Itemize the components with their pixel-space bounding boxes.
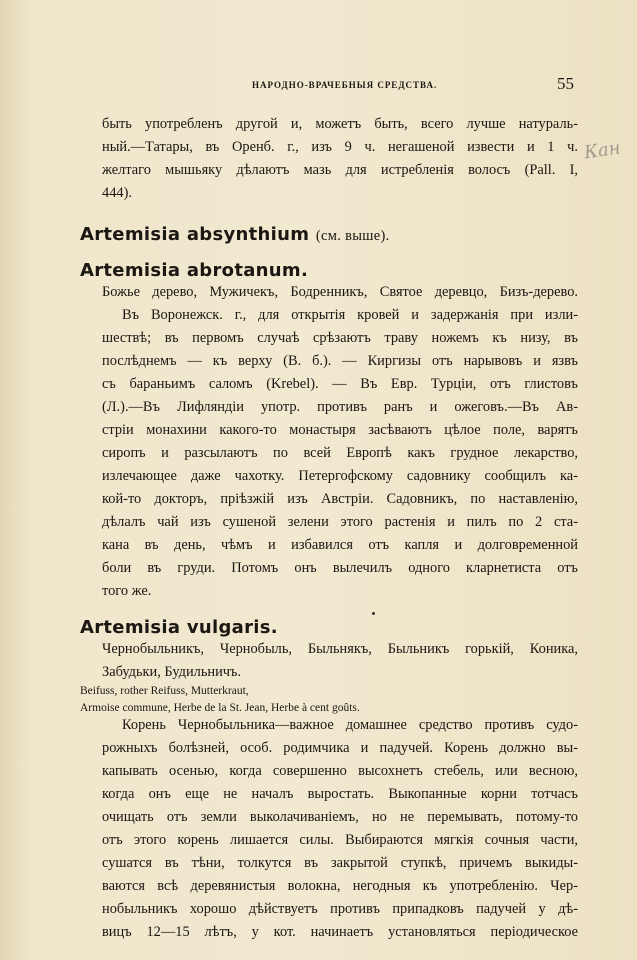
text-line: кана въ день, чѣмъ и избавился отъ капля и долговременной [102, 537, 578, 553]
print-speck [372, 612, 375, 615]
text-line: ный.—Татары, въ Оренб. г., изъ 9 ч. негашеной извести и 1 ч. [102, 139, 578, 155]
text-line: шествѣ; въ первомъ случаѣ срѣзаютъ траву ножемъ къ низу, въ [102, 330, 578, 346]
text-line: дѣлалъ чай изъ сушеной зелени этого растенія и пилъ по 2 ста- [102, 514, 578, 530]
plant-names-line: Чернобыльникъ, Чернобыль, Быльнякъ, Быльникъ горькій, Коника, [102, 641, 578, 657]
text-line: очищать отъ земли выколачиваніемъ, но не перемывать, потому-то [102, 809, 578, 825]
text-line: когда онъ еще не началъ выростать. Выкопанные корни тотчасъ [102, 786, 578, 802]
text-line: сиропъ и разсылаютъ по всей Европѣ какъ грудное лекарство, [102, 445, 578, 461]
text-line: вицъ 12—15 лѣтъ, у кот. начинаетъ установляться періодическое [102, 924, 578, 940]
text-line: отъ этого корень лишается силы. Выбираются мягкія сочныя части, [102, 832, 578, 848]
section-heading-abrotanum: Artemisia abrotanum. [80, 260, 309, 281]
text-line: ваются всѣ деревянистыя волокна, негодныя къ употребленію. Чер- [102, 878, 578, 894]
text-line: стріи монахини какого-то монастыря засѣваютъ цѣлое поле, варятъ [102, 422, 578, 438]
section-title: Artemisia absynthium [80, 224, 310, 245]
plant-names-line: Божье дерево, Мужичекъ, Бодренникъ, Святое деревцо, Бизъ-дерево. [102, 284, 578, 300]
text-line: боли въ груди. Потомъ онъ вылечилъ одного кларнетиста отъ [102, 560, 578, 576]
handwritten-margin-note: Кан [582, 137, 622, 164]
foreign-names-line: Armoise commune, Herbe de la St. Jean, Herbe à cent goûts. [80, 702, 360, 714]
text-line: рожныхъ болѣзней, особ. родимчика и падучей. Корень должно вы- [102, 740, 578, 756]
section2-paragraph [102, 304, 578, 603]
plant-names-line: Забудьки, Будильничъ. [102, 664, 242, 680]
section-note: (см. выше). [315, 228, 390, 244]
running-title: НАРОДНО-ВРАЧЕБНЫЯ СРЕДСТВА. [252, 80, 438, 90]
section3-names [102, 638, 578, 684]
text-line: (Л.).—Въ Лифляндіи употр. противъ ранъ и ожеговъ.—Въ Ав- [102, 399, 578, 415]
text-line: Корень Чернобыльника—важное домашнее средство противъ судо- [122, 717, 578, 733]
intro-paragraph [102, 113, 578, 205]
text-line: съ бараньимъ саломъ (Krebel). — Въ Евр. Турціи, отъ глистовъ [102, 376, 578, 392]
page-number: 55 [557, 74, 574, 93]
section-heading-absynthium [80, 224, 390, 245]
section-heading-vulgaris: Artemisia vulgaris. [80, 617, 278, 638]
text-line: кой-то докторъ, пріѣзжій изъ Австріи. Садовникъ, по наставленію, [102, 491, 578, 507]
text-line: излечающее даже чахотку. Петергофскому садовнику сообщилъ ка- [102, 468, 578, 484]
text-line: послѣднемъ — къ верху (В. б.). — Киргизы отъ нарывовъ и язвъ [102, 353, 578, 369]
text-line: капывать осенью, когда совершенно высохнетъ стебель, или весною, [102, 763, 578, 779]
text-line: желтаго мышьяку дѣлаютъ мазь для истребленія волосъ (Pall. I, [102, 162, 578, 178]
text-line: того же. [102, 583, 152, 599]
text-line: сушатся въ тѣни, толкутся въ закрытой ступкѣ, причемъ выкиды- [102, 855, 578, 871]
section2-names [102, 281, 578, 304]
text-line: Въ Воронежск. г., для открытія кровей и задержанія при изли- [122, 307, 578, 323]
section3-paragraph [102, 714, 578, 944]
text-line: быть употребленъ другой и, можетъ быть, всего лучше натураль- [102, 116, 578, 132]
foreign-names-line: Beifuss, rother Reifuss, Mutterkraut, [80, 685, 249, 697]
text-line: 444). [102, 185, 132, 201]
text-line: нобыльникъ хорошо дѣйствуетъ противъ припадковъ падучей у дѣ- [102, 901, 578, 917]
foreign-names [80, 683, 560, 717]
